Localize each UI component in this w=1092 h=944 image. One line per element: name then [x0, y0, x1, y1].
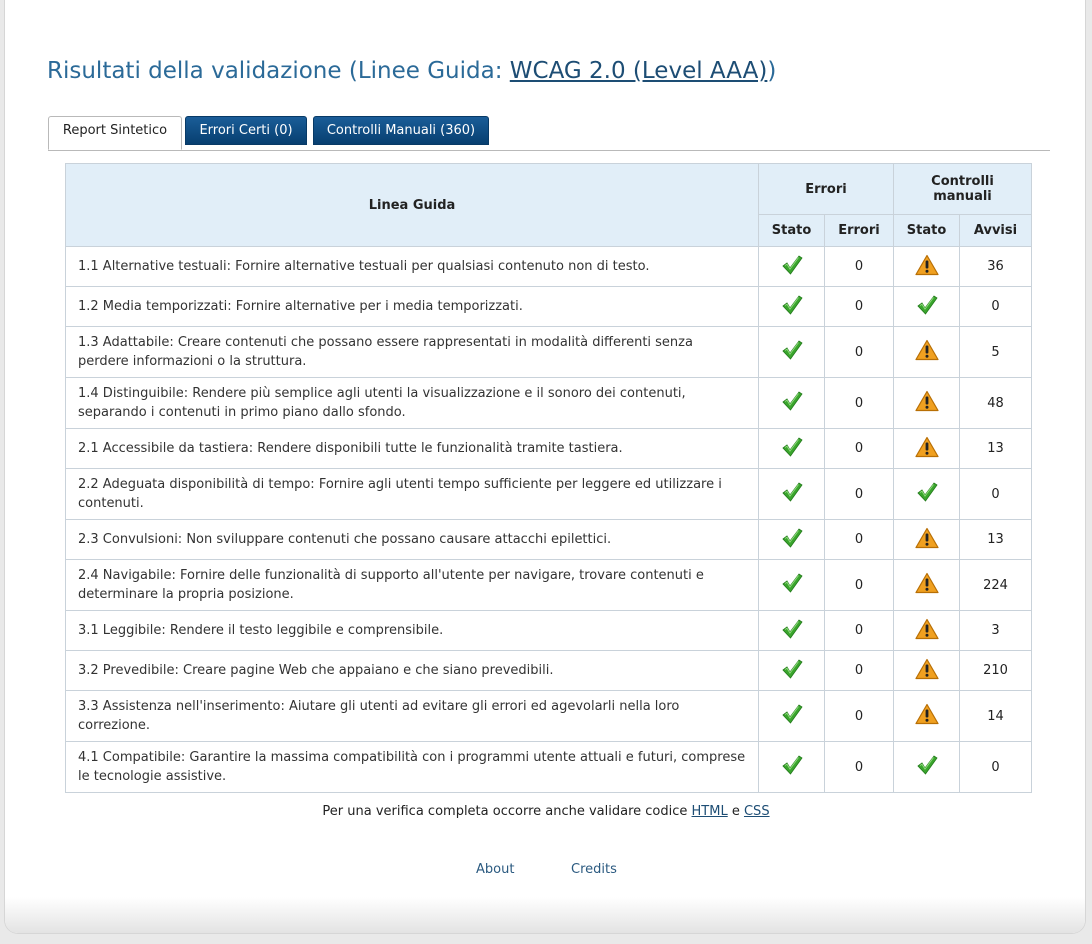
warning-icon	[915, 254, 939, 280]
table-row	[66, 469, 1032, 520]
warning-icon	[915, 703, 939, 729]
table-row	[66, 378, 1032, 429]
warning-count: 3	[960, 611, 1032, 651]
error-status-cell	[759, 247, 825, 287]
table-row	[66, 651, 1032, 691]
table-row	[66, 287, 1032, 327]
manual-status-cell	[894, 520, 960, 560]
table-row	[66, 560, 1032, 611]
table-row	[66, 327, 1032, 378]
guideline-text: 1.2 Media temporizzati: Fornire alternative per i media temporizzati.	[66, 287, 759, 327]
error-count: 0	[825, 691, 894, 742]
warning-icon	[915, 339, 939, 365]
check-icon	[781, 390, 803, 416]
warning-icon	[915, 572, 939, 598]
manual-status-cell	[894, 691, 960, 742]
error-count: 0	[825, 378, 894, 429]
error-count: 0	[825, 520, 894, 560]
guideline-text: 3.1 Leggibile: Rendere il testo leggibile e comprensibile.	[66, 611, 759, 651]
manual-status-cell	[894, 429, 960, 469]
check-icon	[781, 754, 803, 780]
warning-count: 0	[960, 469, 1032, 520]
check-icon	[781, 436, 803, 462]
warning-count: 14	[960, 691, 1032, 742]
check-icon	[781, 572, 803, 598]
warning-count: 13	[960, 520, 1032, 560]
page-title-suffix: )	[767, 58, 777, 84]
warning-count: 13	[960, 429, 1032, 469]
guideline-text: 2.1 Accessibile da tastiera: Rendere disponibili tutte le funzionalità tramite tastiera.	[66, 429, 759, 469]
validation-note	[5, 804, 1086, 819]
css-validator-link[interactable]: CSS	[743, 804, 770, 819]
page-bottom-fade	[5, 897, 1085, 933]
table-row	[66, 247, 1032, 287]
check-icon	[781, 527, 803, 553]
header-avvisi: Avvisi	[960, 215, 1032, 247]
guideline-text: 3.2 Prevedibile: Creare pagine Web che appaiano e che siano prevedibili.	[66, 651, 759, 691]
warning-count: 224	[960, 560, 1032, 611]
warning-icon	[915, 618, 939, 644]
tab-bar	[48, 116, 1050, 151]
error-status-cell	[759, 520, 825, 560]
header-errori: Errori	[825, 215, 894, 247]
error-status-cell	[759, 742, 825, 793]
header-controlli-manuali-group: Controlli manuali	[894, 164, 1032, 215]
warning-count: 0	[960, 287, 1032, 327]
error-count: 0	[825, 429, 894, 469]
warning-count: 48	[960, 378, 1032, 429]
header-stato-manuali: Stato	[894, 215, 960, 247]
page-title-prefix: Risultati della validazione (Linee Guida:	[47, 58, 510, 84]
header-errori-group: Errori	[759, 164, 894, 215]
error-count: 0	[825, 327, 894, 378]
manual-status-cell	[894, 651, 960, 691]
check-icon	[916, 294, 938, 320]
check-icon	[781, 481, 803, 507]
guideline-text: 2.2 Adeguata disponibilità di tempo: Fornire agli utenti tempo sufficiente per leggere ed utilizzare i contenuti.	[66, 469, 759, 520]
tab-errori-certi[interactable]: Errori Certi (0)	[185, 116, 307, 145]
check-icon	[781, 658, 803, 684]
error-count: 0	[825, 560, 894, 611]
warning-count: 5	[960, 327, 1032, 378]
warning-icon	[915, 436, 939, 462]
table-row	[66, 611, 1032, 651]
tab-controlli-manuali[interactable]: Controlli Manuali (360)	[313, 116, 489, 145]
manual-status-cell	[894, 611, 960, 651]
check-icon	[916, 481, 938, 507]
check-icon	[916, 754, 938, 780]
check-icon	[781, 703, 803, 729]
warning-icon	[915, 658, 939, 684]
guideline-text: 3.3 Assistenza nell'inserimento: Aiutare gli utenti ad evitare gli errori ed agevolarli nella loro correzione.	[66, 691, 759, 742]
error-status-cell	[759, 429, 825, 469]
guideline-text: 4.1 Compatibile: Garantire la massima compatibilità con i programmi utente attuali e futuri, comprese le tecnologie assistive.	[66, 742, 759, 793]
error-status-cell	[759, 287, 825, 327]
tab-report-sintetico[interactable]: Report Sintetico	[48, 116, 182, 150]
guidelines-link[interactable]: WCAG 2.0 (Level AAA)	[509, 58, 768, 84]
error-status-cell	[759, 378, 825, 429]
page-title	[47, 58, 776, 84]
manual-status-cell	[894, 560, 960, 611]
table-row	[66, 742, 1032, 793]
guideline-text: 2.3 Convulsioni: Non sviluppare contenuti che possano causare attacchi epilettici.	[66, 520, 759, 560]
about-link[interactable]: About	[476, 862, 515, 877]
validation-note-and: e	[727, 804, 744, 819]
error-count: 0	[825, 611, 894, 651]
validation-note-text: Per una verifica completa occorre anche validare codice	[322, 804, 692, 819]
warning-icon	[915, 390, 939, 416]
error-status-cell	[759, 651, 825, 691]
error-count: 0	[825, 742, 894, 793]
table-row	[66, 520, 1032, 560]
credits-link[interactable]: Credits	[571, 862, 617, 877]
error-count: 0	[825, 247, 894, 287]
check-icon	[781, 254, 803, 280]
error-status-cell	[759, 611, 825, 651]
error-count: 0	[825, 287, 894, 327]
results-table	[65, 163, 1032, 793]
manual-status-cell	[894, 378, 960, 429]
guideline-text: 1.1 Alternative testuali: Fornire alternative testuali per qualsiasi contenuto non di testo.	[66, 247, 759, 287]
guideline-text: 1.4 Distinguibile: Rendere più semplice agli utenti la visualizzazione e il sonoro dei contenuti, separando i contenuti in primo piano dallo sfondo.	[66, 378, 759, 429]
check-icon	[781, 339, 803, 365]
guideline-text: 2.4 Navigabile: Fornire delle funzionalità di supporto all'utente per navigare, trovare contenuti e determinare la propria posizione.	[66, 560, 759, 611]
guideline-text: 1.3 Adattabile: Creare contenuti che possano essere rappresentati in modalità differenti senza perdere informazioni o la struttura.	[66, 327, 759, 378]
page	[4, 0, 1086, 934]
error-count: 0	[825, 469, 894, 520]
manual-status-cell	[894, 247, 960, 287]
header-stato-errori: Stato	[759, 215, 825, 247]
warning-count: 0	[960, 742, 1032, 793]
error-status-cell	[759, 327, 825, 378]
html-validator-link[interactable]: HTML	[691, 804, 728, 819]
warning-icon	[915, 527, 939, 553]
manual-status-cell	[894, 742, 960, 793]
table-row	[66, 691, 1032, 742]
check-icon	[781, 294, 803, 320]
header-linea-guida: Linea Guida	[66, 164, 759, 247]
results-table-body	[66, 247, 1032, 793]
error-status-cell	[759, 691, 825, 742]
table-row	[66, 429, 1032, 469]
error-count: 0	[825, 651, 894, 691]
error-status-cell	[759, 560, 825, 611]
error-status-cell	[759, 469, 825, 520]
check-icon	[781, 618, 803, 644]
manual-status-cell	[894, 327, 960, 378]
manual-status-cell	[894, 287, 960, 327]
manual-status-cell	[894, 469, 960, 520]
warning-count: 36	[960, 247, 1032, 287]
warning-count: 210	[960, 651, 1032, 691]
